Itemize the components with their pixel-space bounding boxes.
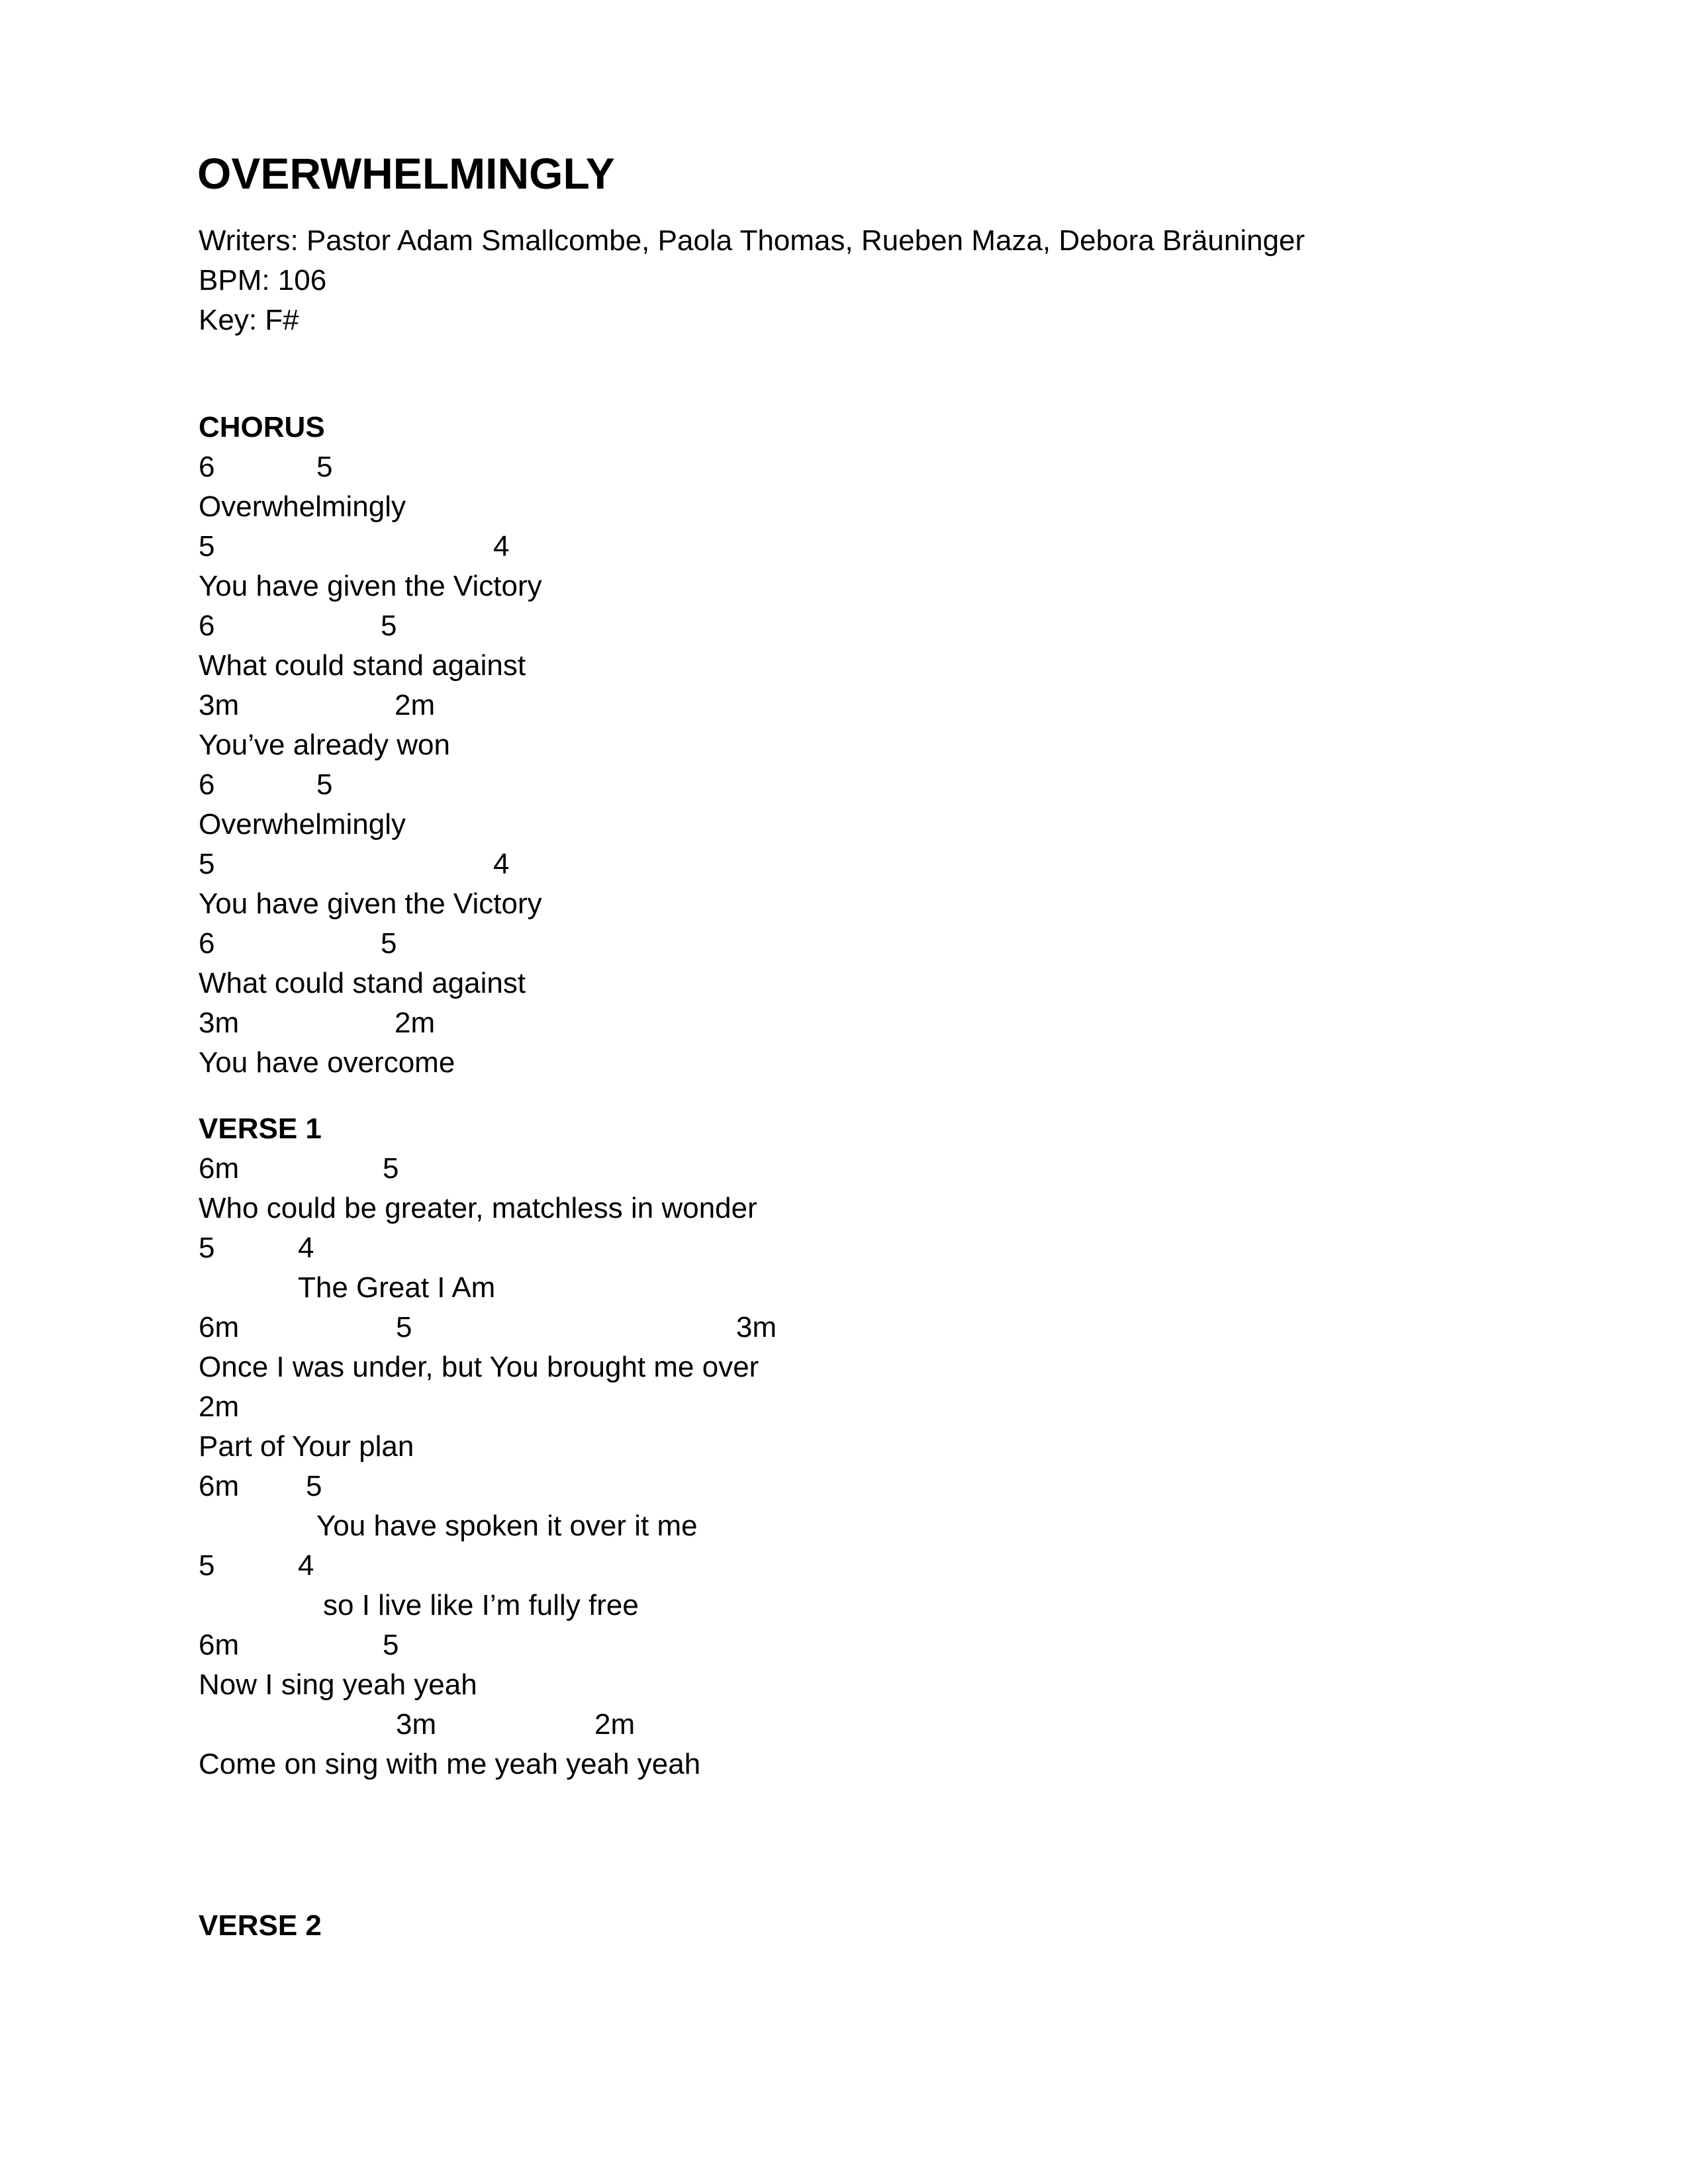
lyric-line: Part of Your plan <box>199 1430 414 1463</box>
chord-row <box>199 1003 1390 1043</box>
lyric-line: You have overcome <box>199 1046 455 1079</box>
section-heading: VERSE 2 <box>199 1909 322 1942</box>
chord-row <box>199 686 1390 725</box>
chord: 6 <box>199 451 215 483</box>
key-line: Key: F# <box>199 304 299 336</box>
chord-row <box>199 1705 1390 1745</box>
chord: 2m <box>395 689 436 721</box>
lyric-line: so I live like I’m fully free <box>323 1589 639 1621</box>
chord: 3m <box>199 1007 240 1039</box>
chord-row <box>199 1308 1390 1347</box>
chord-row <box>199 1387 1390 1427</box>
chord: 5 <box>199 848 215 880</box>
chord: 2m <box>395 1007 436 1039</box>
lyric-line: You’ve already won <box>199 729 450 761</box>
chord: 3m <box>736 1311 777 1343</box>
lyric-line: What could stand against <box>199 967 526 999</box>
lyric-line: What could stand against <box>199 649 526 682</box>
chord: 5 <box>383 1152 399 1185</box>
chord: 5 <box>316 768 333 801</box>
chord-row <box>199 606 1390 646</box>
chord-row <box>199 1228 1390 1268</box>
chord: 6m <box>199 1470 240 1502</box>
section-heading: VERSE 1 <box>199 1113 322 1145</box>
lyric-line: You have given the Victory <box>199 887 542 920</box>
writers-line: Writers: Pastor Adam Smallcombe, Paola Thomas, Rueben Maza, Debora Bräuninger <box>199 224 1305 257</box>
chord: 5 <box>199 1232 215 1264</box>
chord-row <box>199 924 1390 964</box>
lyric-line: You have spoken it over it me <box>316 1510 698 1542</box>
chord-row <box>199 1625 1390 1665</box>
chord: 5 <box>199 1549 215 1582</box>
chord-row <box>199 1467 1390 1506</box>
chord: 5 <box>306 1470 322 1502</box>
chord: 3m <box>396 1708 437 1741</box>
chord: 6m <box>199 1629 240 1661</box>
chord: 4 <box>493 530 510 563</box>
chord: 4 <box>298 1232 314 1264</box>
chord: 4 <box>298 1549 314 1582</box>
lyric-line: The Great I Am <box>298 1271 496 1304</box>
lyric-line: Who could be greater, matchless in wonder <box>199 1192 757 1224</box>
chord: 5 <box>383 1629 399 1661</box>
chord: 6 <box>199 768 215 801</box>
chord: 4 <box>493 848 510 880</box>
lyric-line: Now I sing yeah yeah <box>199 1668 477 1701</box>
section-heading: CHORUS <box>199 411 325 443</box>
lyric-line: Overwhelmingly <box>199 808 406 841</box>
chord: 3m <box>199 689 240 721</box>
chord: 6 <box>199 927 215 960</box>
bpm-line: BPM: 106 <box>199 264 327 296</box>
chord: 5 <box>381 927 397 960</box>
chord-row <box>199 844 1390 884</box>
chord: 2m <box>594 1708 635 1741</box>
lyric-line: You have given the Victory <box>199 570 542 602</box>
lyric-line: Come on sing with me yeah yeah yeah <box>199 1748 701 1780</box>
chord-row <box>199 1546 1390 1586</box>
chord-row <box>199 765 1390 805</box>
chord: 6m <box>199 1311 240 1343</box>
chord-row <box>199 527 1390 567</box>
chord: 5 <box>316 451 333 483</box>
lyric-line: Once I was under, but You brought me over <box>199 1351 759 1383</box>
chord: 6 <box>199 610 215 642</box>
chord-row <box>199 447 1390 487</box>
chord: 5 <box>199 530 215 563</box>
chord-row <box>199 1149 1390 1189</box>
lyric-line: Overwhelmingly <box>199 490 406 523</box>
chord: 2m <box>199 1390 240 1423</box>
song-title: OVERWHELMINGLY <box>197 149 615 198</box>
chord: 5 <box>381 610 397 642</box>
chord: 6m <box>199 1152 240 1185</box>
chord: 5 <box>396 1311 412 1343</box>
